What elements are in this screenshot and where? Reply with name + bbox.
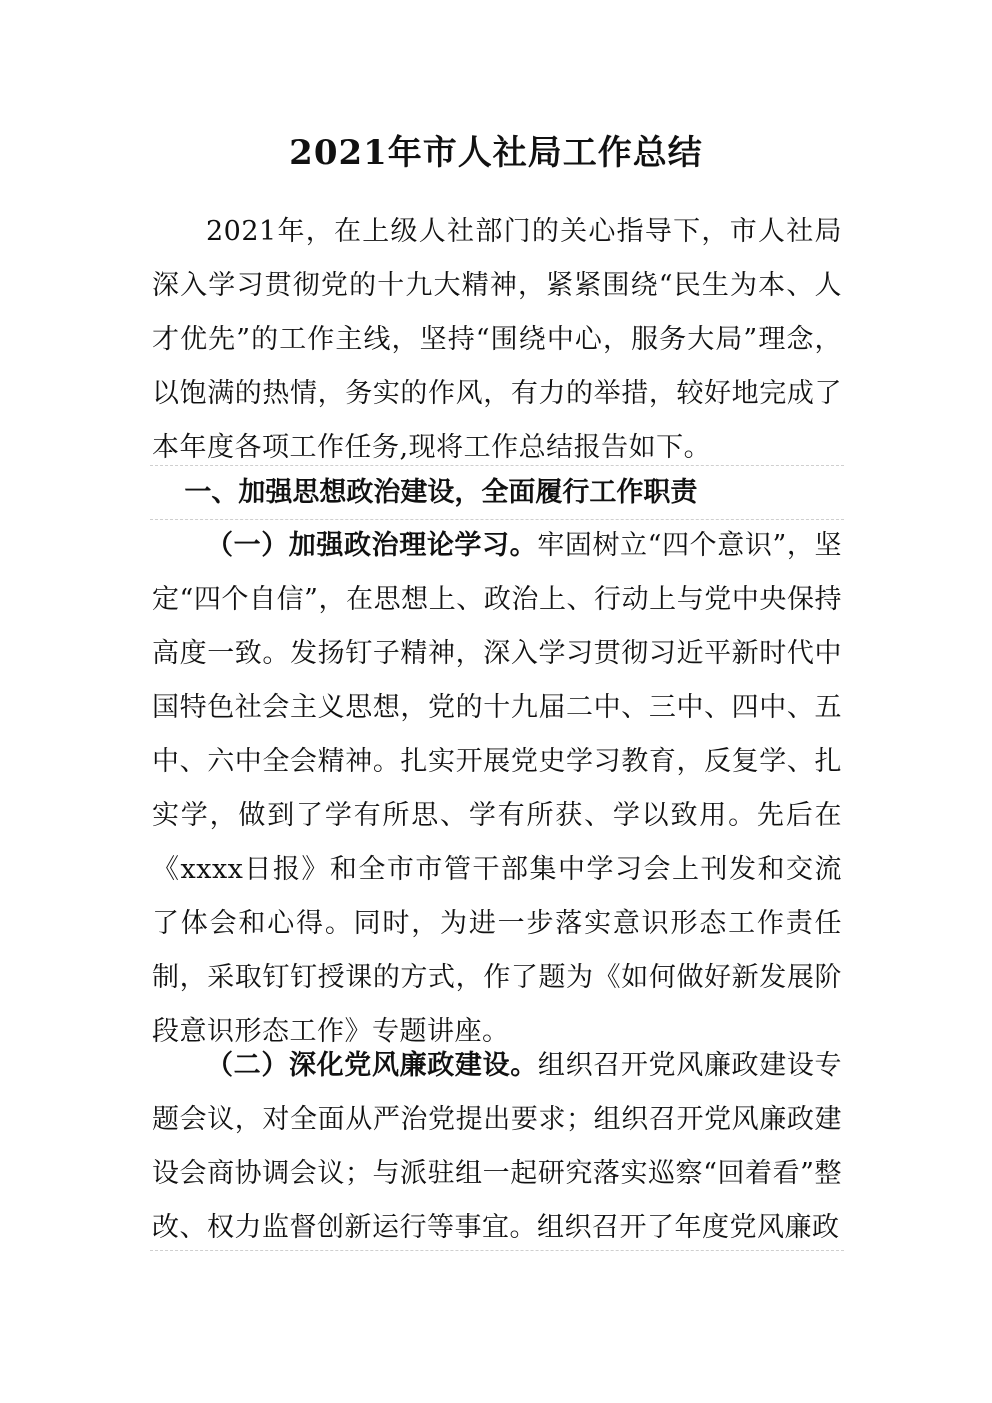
document-title: 2021年市人社局工作总结 [289, 133, 703, 173]
intro-paragraph: 2021年，在上级人社部门的关心指导下，市人社局深入学习贯彻党的十九大精神，紧紧围绕“民生为本、人才优先”的工作主线，坚持“围绕中心，服务大局”理念，以饱满的热情，务实的作风，有力的举措，较好地完成了本年度各项工作任务,现将工作总结报告如下。 [152, 216, 842, 463]
section-heading: 一、加强思想政治建设，全面履行工作职责 [184, 477, 698, 508]
paragraph-body: 组织召开党风廉政建设专题会议，对全面从严治党提出要求；组织召开党风廉政建设会商协调会议；与派驻组一起研究落实巡察“回着看”整改、权力监督创新运行等事宜。组织召开了年度党风廉政 [152, 1050, 843, 1243]
divider [150, 1250, 844, 1251]
paragraph-lead: （二）深化党风廉政建设。 [206, 1050, 538, 1081]
paragraph-lead: （一）加强政治理论学习。 [206, 530, 538, 561]
paragraph-political-study [152, 519, 842, 1059]
paragraph-body: 牢固树立“四个意识”，坚定“四个自信”，在思想上、政治上、行动上与党中央保持高度一致。发扬钉子精神，深入学习贯彻习近平新时代中国特色社会主义思想，党的十九届二中、三中、四中、五中、六中全会精神。扎实开展党史学习教育，反复学、扎实学，做到了学有所思、学有所获、学以致用。先后在《xxxx日报》和全市市管干部集中学习会上刊发和交流了体会和心得。同时，为进一步落实意识形态工作责任制，采取钉钉授课的方式，作了题为《如何做好新发展阶段意识形态工作》专题讲座。 [152, 530, 842, 1047]
paragraph-party-conduct [152, 1039, 842, 1255]
